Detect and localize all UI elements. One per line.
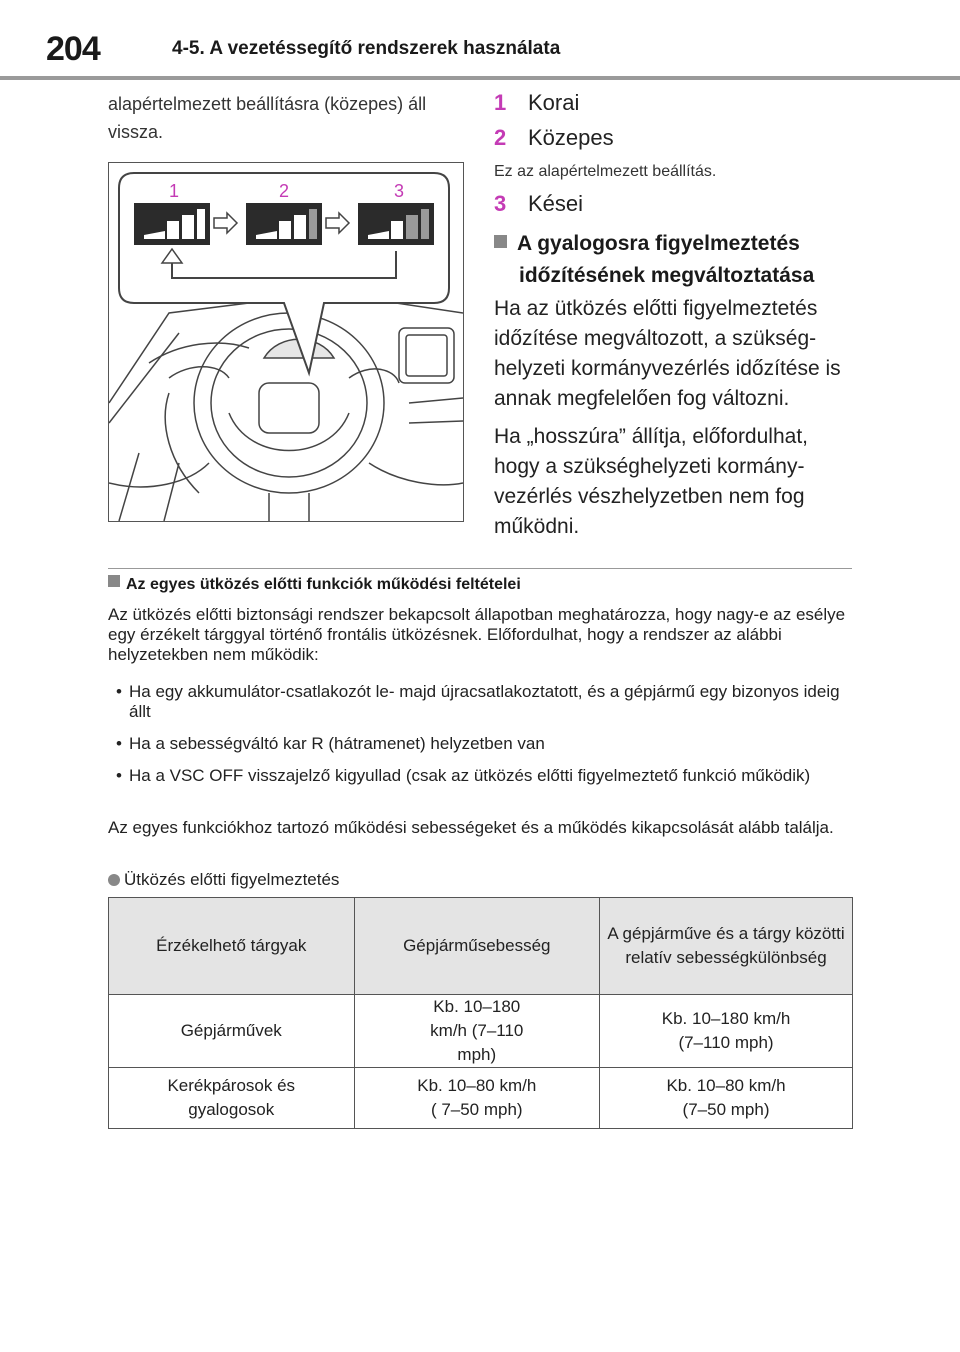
warning-subheading xyxy=(108,870,852,890)
table-header-row xyxy=(109,898,853,995)
figure-label-2: 2 xyxy=(279,181,290,201)
table-row xyxy=(109,995,853,1068)
speed-table xyxy=(108,897,853,1129)
pedestrian-heading-line2: időzítésének megváltoztatása xyxy=(519,264,815,287)
table-header: Gépjárműsebesség xyxy=(354,898,600,995)
table-header: Érzékelhető tárgyak xyxy=(109,898,355,995)
square-bullet-icon xyxy=(108,575,120,587)
display-medium xyxy=(246,203,322,245)
table-cell: Kb. 10–180 km/h (7–110 mph) xyxy=(600,995,853,1068)
section-divider xyxy=(108,568,852,569)
setting-label: Kései xyxy=(528,191,584,216)
conditions-intro: Az ütközés előtti biztonsági rendszer bekapcsolt állapotban meghatározza, hogy nagy-e az esélye egy érzékelt tárggyal történő frontális ütközésnek. Előfordulhat, hogy a rendszer az alábbi helyzetekben nem működik: xyxy=(108,605,846,664)
table-cell: Gépjárművek xyxy=(109,995,355,1068)
circle-bullet-icon xyxy=(108,874,120,886)
setting-number: 3 xyxy=(494,191,507,216)
section-title: 4-5. A vezetéssegítő rendszerek használata xyxy=(172,38,561,59)
setting-label: Korai xyxy=(528,90,580,115)
default-note: Ez az alapértelmezett beállítás. xyxy=(494,163,717,180)
setting-number: 1 xyxy=(494,90,507,115)
setting-item xyxy=(494,191,583,217)
pedestrian-heading xyxy=(494,228,854,292)
display-late xyxy=(358,203,434,245)
conditions-heading-text: Az egyes ütközés előtti funkciók működési feltételei xyxy=(126,576,521,593)
pedestrian-heading-line1: A gyalogosra figyelmeztetés xyxy=(517,232,800,255)
pedestrian-paragraph-1: Ha az ütközés előtti figyelmeztetés időzítése megváltozott, a szükséghelyzeti kormányvezérlés időzítése is annak megfelelően fog változni. xyxy=(494,297,841,410)
list-item-text: Ha a sebességváltó kar R (hátramenet) helyzetben van xyxy=(129,734,545,753)
list-item-text: Ha a VSC OFF visszajelző kigyullad (csak az ütközés előtti figyelmeztető funkció működik) xyxy=(129,766,811,785)
table-header: A gépjárműve és a tárgy közötti relatív sebességkülönbség xyxy=(600,898,853,995)
conditions-heading xyxy=(108,575,521,594)
table-cell: Kerékpárosok és gyalogosok xyxy=(109,1068,355,1129)
table-row xyxy=(109,1068,853,1129)
display-early xyxy=(134,203,210,245)
page-number: 204 xyxy=(46,30,100,68)
setting-item xyxy=(494,125,614,151)
conditions-outro: Az egyes funkciókhoz tartozó működési sebességeket és a működés kikapcsolását alább találja. xyxy=(108,818,834,837)
warning-subheading-text: Ütközés előtti figyelmeztetés xyxy=(124,870,340,889)
table-cell: Kb. 10–180 km/h (7–110 mph) xyxy=(354,995,600,1068)
table-cell: Kb. 10–80 km/h ( 7–50 mph) xyxy=(354,1068,600,1129)
dashboard-illustration xyxy=(109,163,463,521)
header-rule xyxy=(0,76,960,80)
setting-label: Közepes xyxy=(528,125,614,150)
left-paragraph: alapértelmezett beállításra (közepes) áll vissza. xyxy=(108,94,427,142)
pedestrian-paragraph-2: Ha „hosszúra” állítja, előfordulhat, hogy a szükséghelyzeti kormányvezérlés vészhelyzetben nem fog működni. xyxy=(494,425,808,538)
setting-number: 2 xyxy=(494,125,507,150)
figure-label-1: 1 xyxy=(169,181,180,201)
list-item-text: Ha egy akkumulátor-csatlakozót le- majd újracsatlakoztatott, és a gépjármű egy bizonyos ideig állt xyxy=(129,682,840,721)
figure-label-3: 3 xyxy=(394,181,405,201)
square-bullet-icon xyxy=(494,235,507,248)
setting-item xyxy=(494,90,579,116)
timing-setting-figure xyxy=(108,162,464,522)
table-cell: Kb. 10–80 km/h (7–50 mph) xyxy=(600,1068,853,1129)
